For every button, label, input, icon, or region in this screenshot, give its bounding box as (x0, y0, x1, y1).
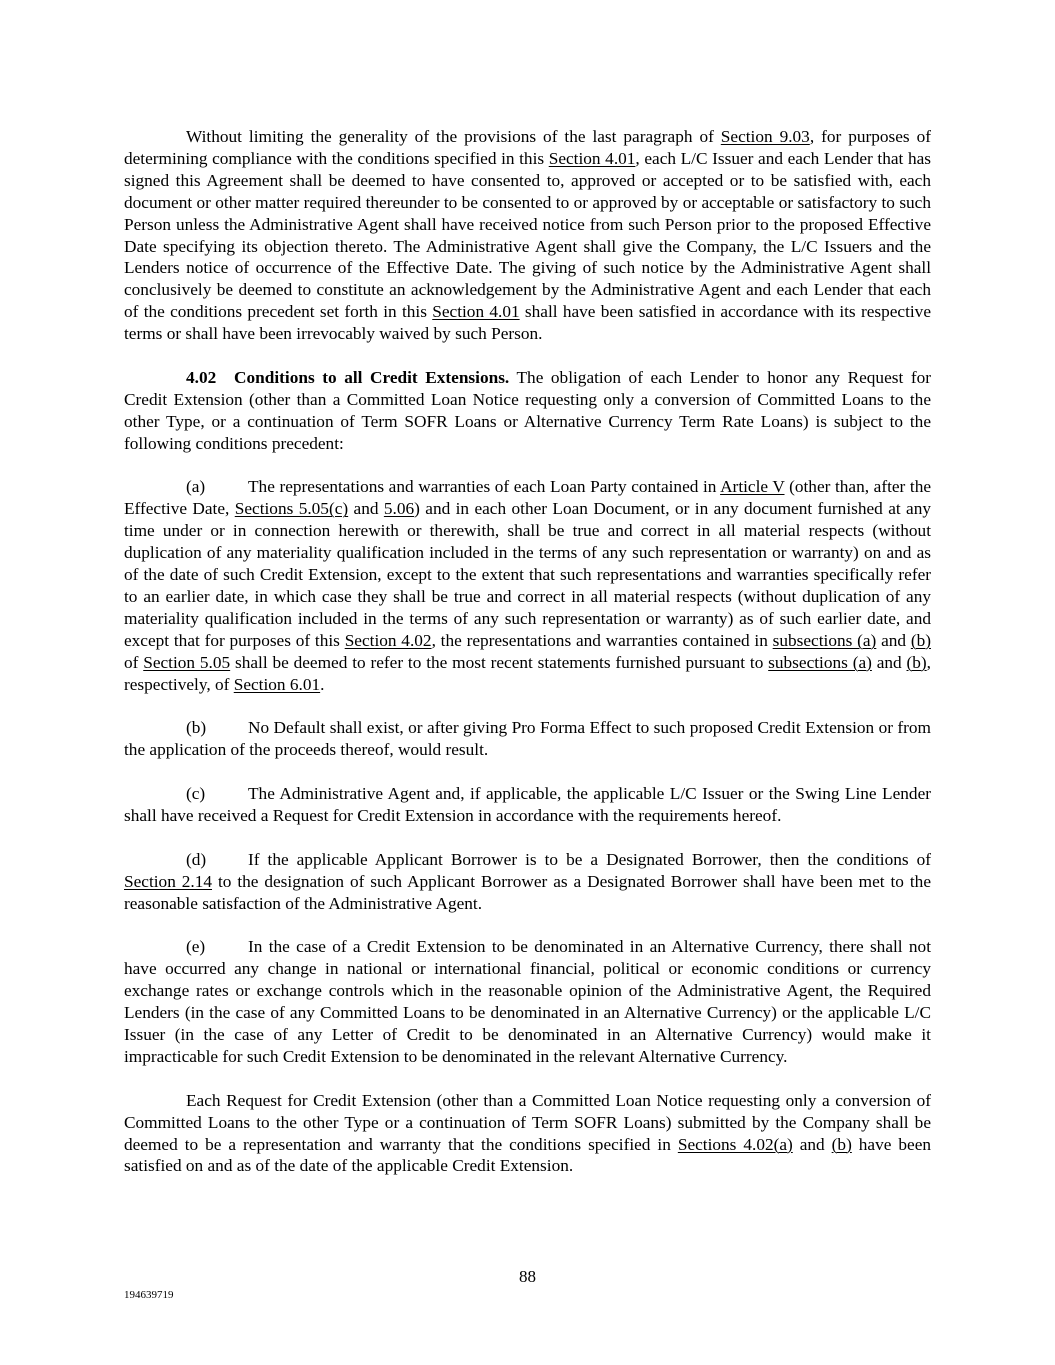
cross-reference: Section 4.01 (432, 302, 520, 322)
text-run: of (124, 652, 144, 672)
cross-reference: Section 4.02 (344, 630, 432, 650)
text-run: The obligation of each Lender to honor any Request for Credit Extension (other than a Committed Loan Notice requesting only a conversion of Committed Loans to the other Type, or a continuation of Term SOFR Loans or Alternative Currency Term Rate Loans) is subject to the following conditions precedent: (124, 367, 931, 453)
text-run: In the case of a Credit Extension to be denominated in an Alternative Currency, there shall not have occurred any change in national or international financial, political or economic conditions or currency exchange rates or exchange controls which in the reasonable opinion of the Administrative Agent, the Required Lenders (in the case of any Committed Loans to be denominated in an Alternative Currency) or the applicable L/C Issuer (in the case of any Letter of Credit to be denominated in an Alternative Currency) would make it impracticable for such Credit Extension to be denominated in the relevant Alternative Currency. (124, 937, 931, 1066)
paragraph-effective-date-conditions (124, 126, 931, 345)
section-4-02 (124, 367, 931, 455)
cross-reference: Article V (720, 477, 785, 497)
text-run: , respectively, of (124, 652, 931, 694)
clause-label: (b) (186, 718, 207, 738)
cross-reference: subsections (a) (768, 652, 872, 672)
clause-e (124, 936, 931, 1067)
text-run: shall be deemed to refer to the most recent statements furnished pursuant to (230, 652, 769, 672)
text-run: (other than, after the Effective Date, (124, 477, 932, 519)
text-run: If the applicable Applicant Borrower is to be a Designated Borrower, then the conditions of (248, 849, 931, 869)
text-run: No Default shall exist, or after giving Pro Forma Effect to such proposed Credit Extension or from the application of the proceeds thereof, would result. (124, 718, 931, 760)
document-page (124, 126, 931, 1177)
text-run: The representations and warranties of each Loan Party contained in (248, 477, 721, 497)
cross-reference: Section 2.14 (124, 871, 213, 891)
cross-reference: Sections 4.02(a) (677, 1134, 793, 1154)
clause-label: (d) (186, 849, 207, 869)
text-run: Each Request for Credit Extension (other than a Committed Loan Notice requesting only a conversion of Committed Loans to the other Type or a continuation of Term SOFR Loans) submitted by the Company shall be deemed to be a representation and warranty that the conditions specified in (124, 1090, 931, 1154)
cross-reference: Section 5.05 (143, 652, 231, 672)
cross-reference: Section 6.01 (233, 674, 321, 694)
text-run: The Administrative Agent and, if applicable, the applicable L/C Issuer or the Swing Line Lender shall have received a Request for Credit Extension in accordance with the requirements hereof. (124, 784, 931, 826)
text-run: and (792, 1134, 832, 1154)
text-run: , for purposes of determining compliance with the conditions specified in this (124, 127, 931, 168)
page-number: 88 (519, 1267, 536, 1286)
text-run: . (320, 674, 325, 694)
text-run: to the designation of such Applicant Borrower as a Designated Borrower shall have been met to the reasonable satisfaction of the Administrative Agent. (124, 871, 931, 913)
cross-reference: subsections (a) (772, 630, 877, 650)
cross-reference: (b) (910, 630, 931, 650)
clause-label: (c) (186, 784, 206, 804)
section-heading: Conditions to all Credit Extensions. (234, 367, 510, 387)
text-run: Without limiting the generality of the provisions of the last paragraph of (186, 127, 721, 146)
text-run: ) and in each other Loan Document, or in any document furnished at any time under or in connection herewith or therewith, shall be true and correct in all material respects (without duplication of any materiality qualification included in the terms of any such representation or warranty) on and as of the date of such Credit Extension, except to the extent that such representations and warranties specifically refer to an earlier date, in which case they shall be true and correct in all material respects (without duplication of any materiality qualification included in the terms of any such representation or warranty) as of such earlier date, and except that for purposes of this (124, 499, 932, 650)
text-run: and (348, 499, 384, 519)
clause-a (124, 476, 931, 695)
clause-d (124, 849, 931, 915)
document-id: 194639719 (124, 1289, 174, 1301)
section-number: 4.02 (186, 367, 217, 387)
clause-b (124, 717, 931, 761)
clause-label: (e) (186, 937, 206, 957)
clause-label: (a) (186, 477, 206, 497)
cross-reference: 5.06 (383, 499, 415, 519)
cross-reference: Section 9.03 (720, 127, 810, 146)
cross-reference: (b) (831, 1134, 852, 1154)
text-run: shall have been satisfied in accordance with its respective terms or shall have been irrevocably waived by such Person. (124, 302, 931, 344)
cross-reference: Sections 5.05(c) (234, 499, 349, 519)
cross-reference: (b) (906, 652, 927, 672)
text-run: , each L/C Issuer and each Lender that has signed this Agreement shall be deemed to have consented to, approved or accepted or to be satisfied with, each document or other matter required thereunder to be consented to or approved by or acceptable or satisfactory to such Person unless the Administrative Agent shall have received notice from such Person prior to the proposed Effective Date specifying its objection thereto. The Administrative Agent shall give the Company, the L/C Issuers and the Lenders notice of occurrence of the Effective Date. The giving of such notice by the Administrative Agent shall conclusively be deemed to constitute an acknowledgement by the Administrative Agent and each Lender that each of the conditions precedent set forth in this (124, 148, 931, 322)
text-run: have been satisfied on and as of the date of the applicable Credit Extension. (124, 1134, 932, 1176)
text-run: , the representations and warranties contained in (431, 630, 773, 650)
clause-c (124, 783, 931, 827)
cross-reference: Section 4.01 (548, 148, 636, 168)
text-run: and (876, 630, 911, 650)
text-run: and (871, 652, 907, 672)
paragraph-deemed-representation (124, 1090, 931, 1178)
